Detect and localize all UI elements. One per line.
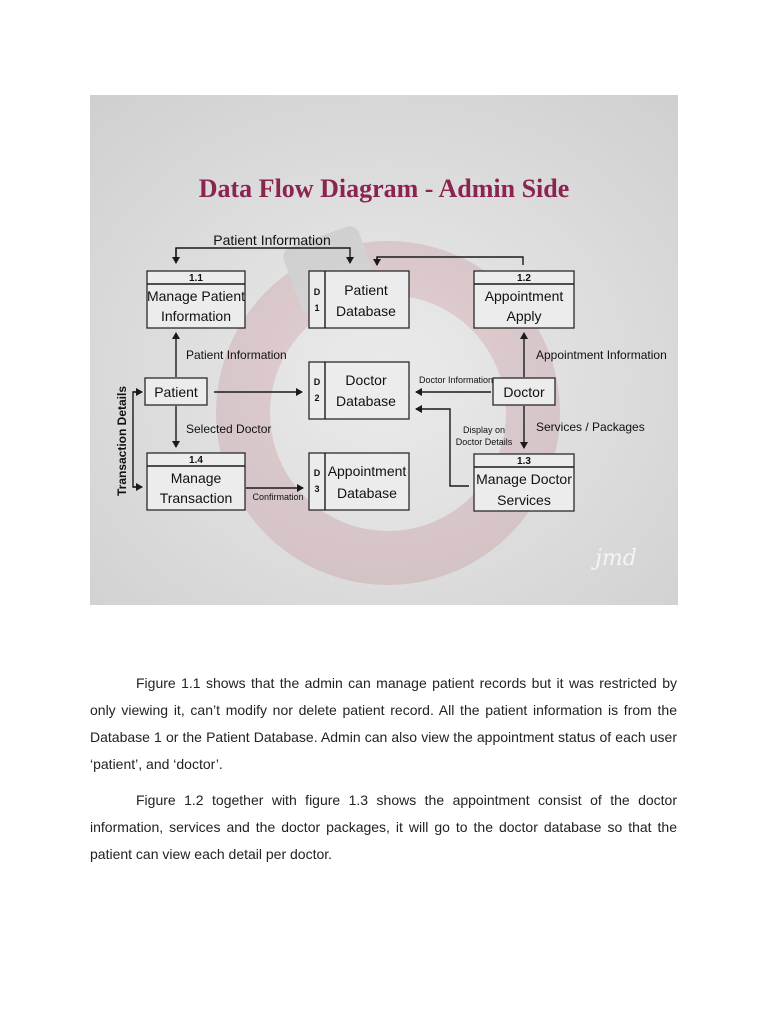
svg-text:Appointment Information: Appointment Information	[536, 348, 667, 362]
dfd-diagram	[90, 95, 678, 605]
process-1-3	[474, 454, 574, 511]
svg-text:Database: Database	[336, 393, 396, 409]
svg-text:Information: Information	[160, 308, 232, 324]
datastore-d3	[309, 453, 409, 510]
svg-text:3: 3	[314, 484, 320, 494]
svg-text:1: 1	[314, 303, 320, 313]
svg-text:1.1: 1.1	[189, 273, 203, 284]
svg-text:1.2: 1.2	[517, 273, 531, 284]
paragraph-figure-1-1: Figure 1.1 shows that the admin can manage patient records but it was restricted by only viewing it, can’t modify nor delete patient record. All the patient information is from the Database 1 or the Patient Database. Admin can also view the appointment status of each user ‘patient’, and ‘doctor’.	[90, 675, 677, 772]
svg-text:D: D	[313, 287, 321, 297]
svg-text:1.3: 1.3	[517, 456, 531, 467]
svg-text:Doctor Details: Doctor Details	[455, 437, 513, 447]
paragraph-figure-1-2: Figure 1.2 together with figure 1.3 shows the appointment consist of the doctor information, services and the doctor packages, it will go to the doctor database so that the patient can view each detail per doctor.	[90, 792, 677, 862]
svg-text:Manage Patient: Manage Patient	[146, 288, 246, 304]
svg-text:2: 2	[314, 393, 320, 403]
svg-text:Apply: Apply	[506, 308, 542, 324]
process-1-1	[147, 271, 245, 328]
svg-text:Transaction Details: Transaction Details	[115, 385, 129, 497]
svg-text:Database: Database	[337, 485, 397, 501]
dfd-figure	[90, 95, 678, 605]
svg-text:1.4: 1.4	[189, 455, 203, 466]
svg-text:Manage Doctor: Manage Doctor	[476, 471, 572, 487]
process-1-2	[474, 271, 574, 328]
datastore-d1	[309, 271, 409, 328]
signature-mark: jmd	[595, 546, 637, 571]
svg-text:Appointment: Appointment	[484, 288, 564, 304]
svg-text:Patient: Patient	[154, 384, 198, 400]
diagram-title: Data Flow Diagram - Admin Side	[198, 174, 570, 203]
svg-text:Services / Packages: Services / Packages	[536, 420, 645, 434]
svg-text:Manage: Manage	[170, 470, 222, 486]
svg-text:D: D	[313, 468, 321, 478]
svg-text:D: D	[313, 377, 321, 387]
svg-text:Transaction: Transaction	[159, 490, 233, 506]
entity-doctor	[493, 378, 555, 405]
svg-text:Patient: Patient	[344, 282, 388, 298]
process-1-4	[147, 453, 245, 510]
datastore-d2	[309, 362, 409, 419]
svg-text:Database: Database	[336, 303, 396, 319]
body-text	[90, 670, 677, 877]
entity-patient	[145, 378, 207, 405]
svg-text:Services: Services	[497, 492, 551, 508]
svg-text:Doctor: Doctor	[503, 384, 545, 400]
svg-text:Display on: Display on	[462, 425, 506, 435]
svg-text:Appointment: Appointment	[327, 463, 407, 479]
svg-text:Patient Information: Patient Information	[213, 232, 331, 248]
svg-text:Patient Information: Patient Information	[186, 348, 287, 362]
svg-text:Doctor Information: Doctor Information	[418, 375, 494, 385]
svg-text:Doctor: Doctor	[345, 372, 387, 388]
svg-text:Confirmation: Confirmation	[252, 492, 304, 502]
svg-text:Selected Doctor: Selected Doctor	[186, 422, 272, 436]
